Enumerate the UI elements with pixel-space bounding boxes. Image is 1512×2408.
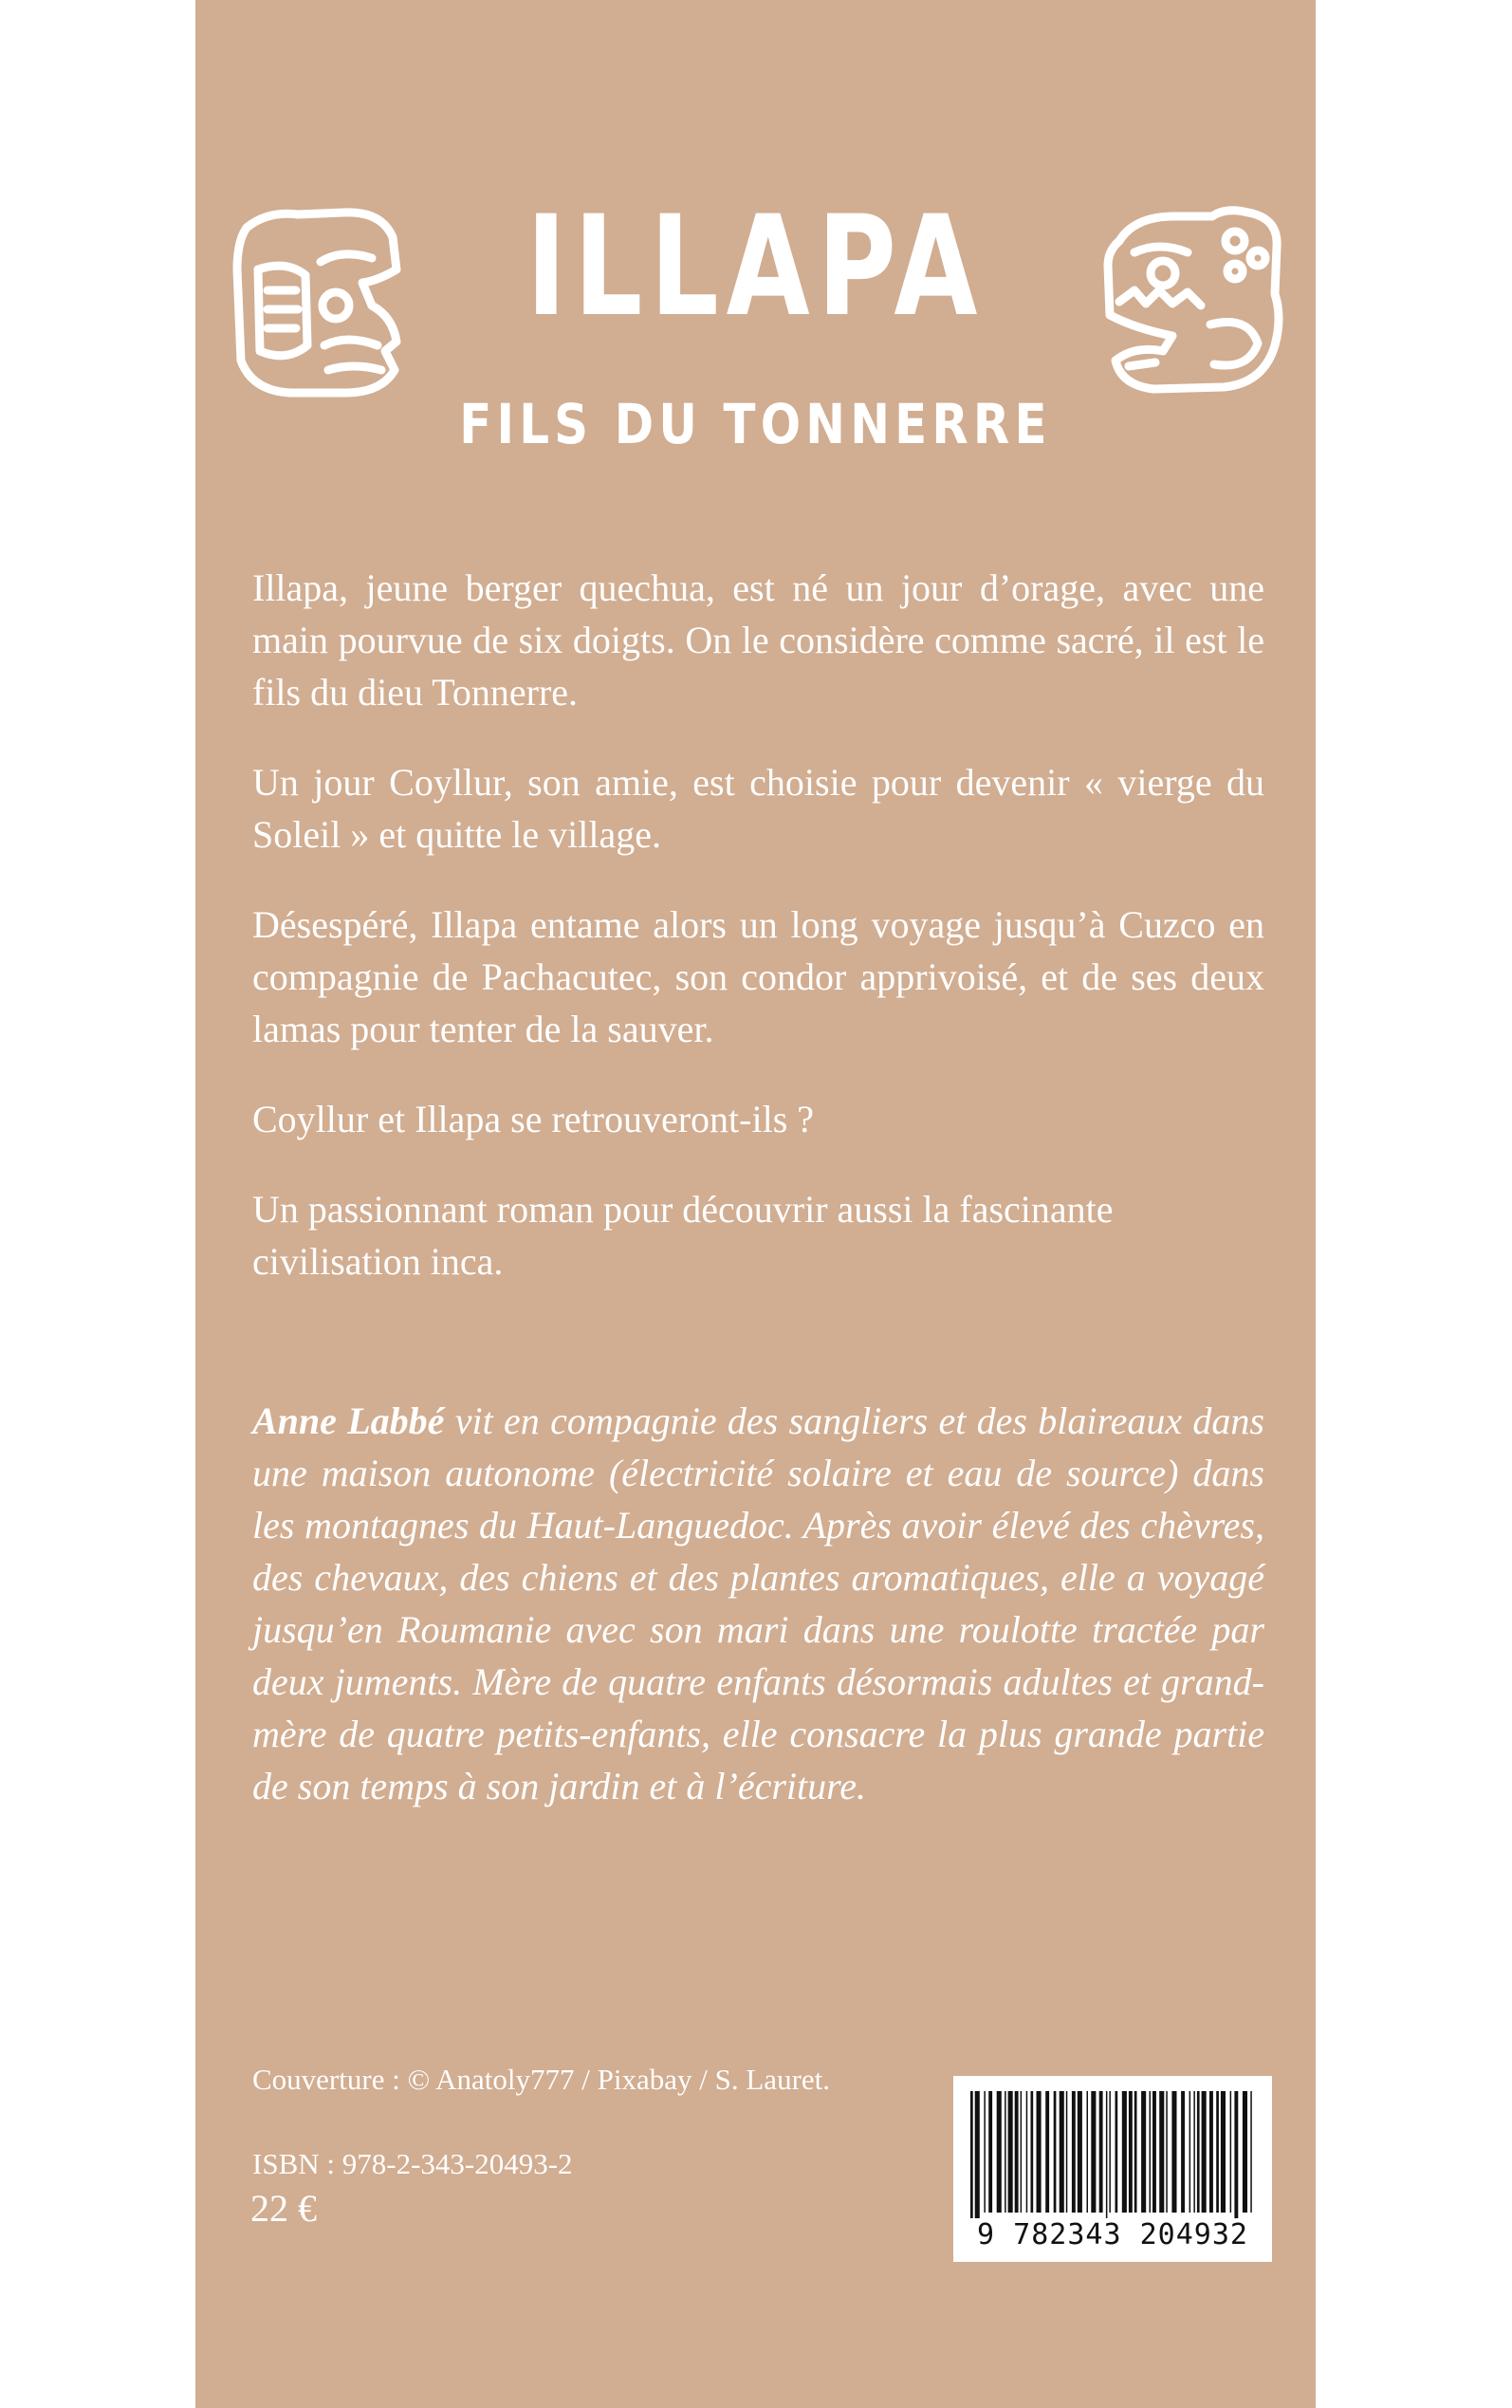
barcode-bar — [1159, 2091, 1164, 2213]
barcode-bar — [988, 2091, 992, 2213]
book-subtitle: FILS DU TONNERRE — [459, 392, 1052, 456]
barcode-bar — [1197, 2091, 1200, 2213]
barcode-bar — [1209, 2091, 1213, 2213]
barcode-bar — [1243, 2091, 1247, 2213]
barcode-bar — [1066, 2091, 1068, 2213]
blurb-paragraph: Désespéré, Illapa entame alors un long voyage jusqu’à Cuzco en compagnie de Pachacutec, son condor apprivoisé, et de ses deux lamas pour tenter de la sauver. — [252, 903, 1264, 1050]
barcode-bar — [1129, 2091, 1133, 2213]
barcode-bar — [1091, 2091, 1096, 2213]
barcode — [953, 2076, 1272, 2262]
book-title: ILLAPA — [526, 186, 986, 347]
barcode-bar — [1134, 2091, 1137, 2213]
blurb-paragraph: Coyllur et Illapa se retrouveront-ils ? — [252, 1098, 815, 1140]
author-bio — [252, 1395, 1264, 1812]
blurb-paragraph: Illapa, jeune berger quechua, est né un jour d’orage, avec une main pourvue de six doigts. On le considère comme sacré, il est le fils du dieu Tonnerre. — [252, 566, 1264, 713]
cover-credits: Couverture : © Anatoly777 / Pixabay / S. Lauret. — [252, 2063, 831, 2096]
barcode-bar — [1072, 2091, 1076, 2213]
barcode-bar — [1087, 2091, 1089, 2213]
barcode-bar — [1122, 2091, 1127, 2213]
barcode-bar — [1078, 2091, 1082, 2213]
barcode-bar — [1216, 2091, 1219, 2213]
barcode-bar — [1202, 2091, 1207, 2213]
barcode-bar — [1045, 2091, 1049, 2213]
barcode-bar — [1005, 2091, 1006, 2213]
barcode-bar — [1060, 2091, 1064, 2213]
barcode-bar — [1181, 2091, 1185, 2213]
blurb-paragraph: Un passionnant roman pour découvrir aussi la fascinante civilisation inca. — [252, 1188, 1114, 1283]
barcode-bar — [1193, 2091, 1195, 2213]
barcode-bar — [1109, 2091, 1111, 2213]
author-bio-text: vit en compagnie des sangliers et des blaireaux dans une maison autonome (électricité solaire et eau de source) dans les montagnes du Haut-Languedoc. Après avoir élevé des chèvres, des chevaux, des chiens et des plantes aromatiques, elle a voyagé jusqu’en Roumanie avec son mari dans une roulotte tractée par deux juments. Mère de quatre enfants désormais adultes et grand-mère de quatre petits-enfants, elle consacre la plus grande partie de son temps à son jardin et à l’écriture. — [252, 1399, 1264, 1807]
barcode-bar — [1116, 2091, 1118, 2213]
author-name: Anne Labbé — [252, 1399, 445, 1442]
barcode-bar — [1026, 2091, 1028, 2213]
barcode-bar — [1008, 2091, 1013, 2213]
barcode-bar — [1152, 2091, 1156, 2213]
barcode-bar — [1234, 2091, 1238, 2218]
barcode-bar — [984, 2091, 986, 2213]
price: 22 € — [250, 2187, 317, 2230]
barcode-bar — [1221, 2091, 1226, 2213]
barcode-bar — [1099, 2091, 1103, 2213]
barcode-bar — [1250, 2091, 1252, 2213]
barcode-bar — [1021, 2091, 1023, 2213]
barcode-bar — [1166, 2091, 1168, 2213]
barcode-bar — [1054, 2091, 1057, 2213]
barcode-bar — [1106, 2091, 1108, 2218]
blurb — [252, 562, 1264, 1325]
barcode-number: 9 782343 204932 — [977, 2218, 1248, 2251]
barcode-bar — [1230, 2091, 1232, 2213]
barcode-bar — [997, 2091, 1002, 2213]
barcode-bar — [1037, 2091, 1042, 2213]
barcode-bar — [1189, 2091, 1191, 2213]
barcode-bar — [1171, 2091, 1176, 2213]
barcode-bar — [1015, 2091, 1019, 2213]
back-cover — [195, 0, 1316, 2408]
barcode-bars — [967, 2091, 1259, 2218]
barcode-bar — [975, 2091, 980, 2218]
barcode-bar — [1031, 2091, 1034, 2213]
isbn: ISBN : 978-2-343-20493-2 — [252, 2147, 573, 2180]
barcode-bar — [970, 2091, 973, 2218]
barcode-bar — [1141, 2091, 1146, 2213]
blurb-paragraph: Un jour Coyllur, son amie, est choisie pour devenir « vierge du Soleil » et quitte le village. — [252, 761, 1264, 856]
barcode-bar — [1150, 2091, 1152, 2213]
